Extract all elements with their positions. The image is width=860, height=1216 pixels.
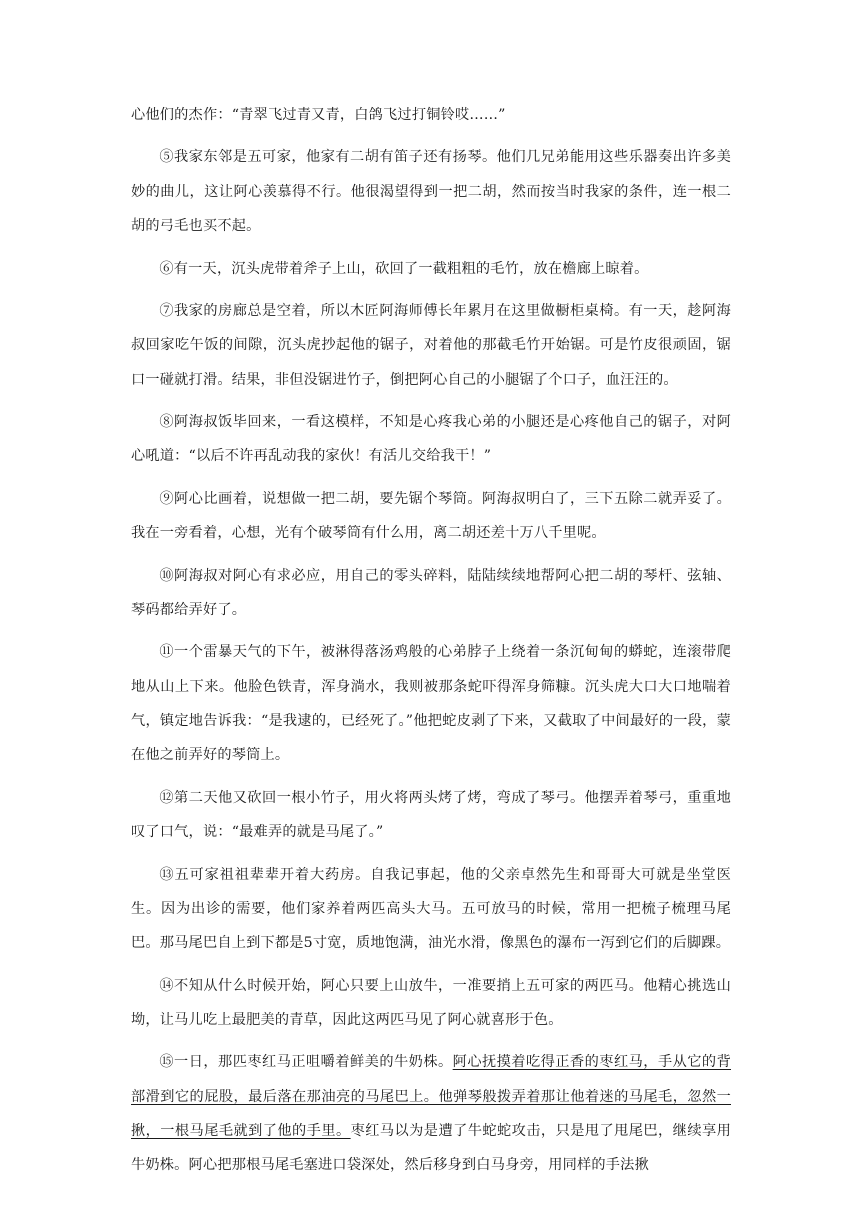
paragraph-text: ⑬五可家祖祖辈辈开着大药房。自我记事起，他的父亲卓然先生和哥哥大可就是坐堂医生。因为出诊的需要，他们家养着两匹高头大马。五可放马的时候，常用一把梳子梳理马尾巴。那马尾巴自上到下都是5寸宽，质地饱满，油光水滑，像黑色的瀑布一泻到它们的后脚踝。 [131, 866, 731, 952]
underlined-passage: 阿心抚摸着吃得正香的枣红马，手从它的背部滑到它的屁股，最后落在那油亮的马尾巴上。他弹琴般拨弄着那让他着迷的马尾毛，忽然一揪，一根马尾毛就到了他的手里。 [131, 1054, 731, 1140]
paragraph-text: ⑮一日，那匹枣红马正咀嚼着鲜美的牛奶株。 [159, 1054, 453, 1071]
paragraph-text: 心他们的杰作：“青翠飞过青又青，白鸽飞过打铜铃哎……” [131, 107, 506, 123]
paragraph-text: ⑭不知从什么时候开始，阿心只要上山放牛，一准要捎上五可家的两匹马。他精心挑选山坳，让马儿吃上最肥美的青草，因此这两匹马见了阿心就喜形于色。 [131, 977, 731, 1028]
article-body [131, 98, 731, 1191]
paragraph-text: ⑧阿海叔饭毕回来，一看这模样，不知是心疼我心弟的小腿还是心疼他自己的锯子，对阿心吼道：“以后不许再乱动我的家伙！有活儿交给我干！” [131, 414, 731, 465]
paragraph-5 [131, 140, 731, 243]
paragraph-10 [131, 559, 731, 628]
paragraph-text: ⑪一个雷暴天气的下午，被淋得落汤鸡般的心弟脖子上绕着一条沉甸甸的蟒蛇，连滚带爬地从山上下来。他脸色铁青，浑身淌水，我则被那条蛇吓得浑身筛糠。沉头虎大口大口地喘着气，镇定地告诉我：“是我逮的，已经死了。”他把蛇皮剥了下来，又截取了中间最好的一段，蒙在他之前弄好的琴筒上。 [131, 644, 731, 764]
paragraph-text: ⑩阿海叔对阿心有求必应，用自己的零头碎料，陆陆续续地帮阿心把二胡的琴杆、弦轴、琴码都给弄好了。 [131, 567, 731, 618]
paragraph-8 [131, 405, 731, 474]
paragraph-11 [131, 635, 731, 772]
paragraph-13 [131, 858, 731, 961]
paragraph-6 [131, 252, 731, 286]
paragraph-9 [131, 482, 731, 551]
paragraph-15 [131, 1045, 731, 1182]
paragraph-continued [131, 98, 731, 132]
paragraph-text: ⑨阿心比画着，说想做一把二胡，要先锯个琴筒。阿海叔明白了，三下五除二就弄妥了。我在一旁看着，心想，光有个破琴筒有什么用，离二胡还差十万八千里呢。 [131, 490, 731, 542]
paragraph-text: ⑤我家东邻是五可家，他家有二胡有笛子还有扬琴。他们几兄弟能用这些乐器奏出许多美妙的曲儿，这让阿心羡慕得不行。他很渴望得到一把二胡，然而按当时我家的条件，连一根二胡的弓毛也买不起。 [131, 149, 731, 235]
paragraph-text: ⑦我家的房廊总是空着，所以木匠阿海师傅长年累月在这里做橱柜桌椅。有一天，趁阿海叔回家吃午饭的间隙，沉头虎抄起他的锯子，对着他的那截毛竹开始锯。可是竹皮很顽固，锯口一碰就打滑。结果，非但没锯进竹子，倒把阿心自己的小腿锯了个口子，血汪汪的。 [131, 303, 731, 388]
paragraph-text: ⑥有一天，沉头虎带着斧子上山，砍回了一截粗粗的毛竹，放在檐廊上晾着。 [159, 260, 649, 277]
paragraph-text: ⑫第二天他又砍回一根小竹子，用火将两头烤了烤，弯成了琴弓。他摆弄着琴弓，重重地叹了口气，说：“最难弄的就是马尾了。” [131, 789, 731, 841]
paragraph-text: 枣红马以为是遭了牛蛇蛇攻击，只是甩了甩尾巴，继续享用牛奶株。阿心把那根马尾毛塞进口袋深处，然后移身到白马身旁，用同样的手法揪 [131, 1123, 731, 1174]
paragraph-12 [131, 781, 731, 850]
paragraph-7 [131, 294, 731, 397]
paragraph-14 [131, 969, 731, 1038]
